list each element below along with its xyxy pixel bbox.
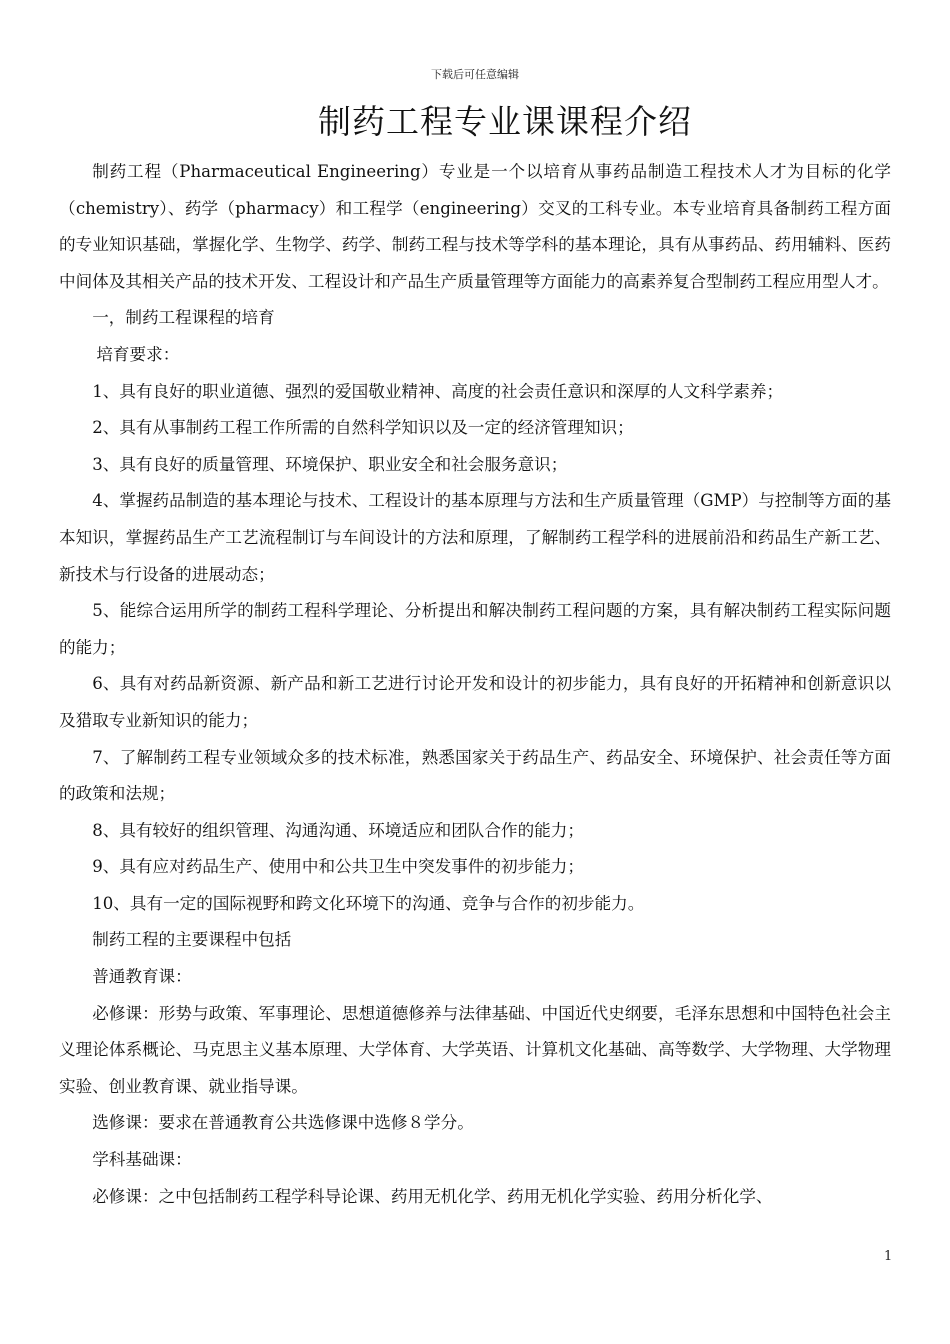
general-education-heading: 普通教育课： (92, 967, 192, 987)
page-title: 制药工程专业课课程介绍 (318, 102, 692, 141)
requirement-item-8: 8、具有较好的组织管理、沟通沟通、环境适应和团队合作的能力； (92, 820, 584, 840)
requirement-item-9: 9、具有应对药品生产、使用中和公共卫生中突发事件的初步能力； (92, 857, 584, 877)
requirement-item-1: 1、具有良好的职业道德、强烈的爱国敬业精神、高度的社会责任意识和深厚的人文科学素养； (92, 381, 784, 401)
page-number: 1 (884, 1249, 893, 1264)
general-required-courses: 必修课：形势与政策、军事理论、思想道德修养与法律基础、中国近代史纲要，毛泽东思想和中国特色社会主义理论体系概论、马克思主义基本原理、大学体育、大学英语、计算机文化基础、高等数学、大学物理、大学物理实验、创业教育课、就业指导课。 (59, 1003, 891, 1096)
header-note: 下载后可任意编辑 (431, 68, 519, 81)
requirement-item-3: 3、具有良好的质量管理、环境保护、职业安全和社会服务意识； (92, 454, 568, 474)
requirement-item-5: 5、能综合运用所学的制药工程科学理论、分析提出和解决制药工程问题的方案，具有解决制药工程实际问题的能力； (59, 601, 891, 657)
requirement-item-10: 10、具有一定的国际视野和跨文化环境下的沟通、竞争与合作的初步能力。 (92, 893, 645, 913)
requirement-item-6: 6、具有对药品新资源、新产品和新工艺进行讨论开发和设计的初步能力，具有良好的开拓精神和创新意识以及猎取专业新知识的能力； (59, 674, 891, 730)
intro-paragraph: 制药工程（Pharmaceutical Engineering）专业是一个以培育从事药品制造工程技术人才为目标的化学（chemistry）、药学（pharmacy）和工程学（engineering）交叉的工科专业。本专业培育具备制药工程方面的专业知识基础，掌握化学、生物学、药学、制药工程与技术等学科的基本理论，具有从事药品、药用辅料、医药中间体及其相关产品的技术开发、工程设计和产品生产质量管理等方面能力的高素养复合型制药工程应用型人才。 (59, 162, 891, 291)
discipline-required-courses: 必修课：之中包括制药工程学科导论课、药用无机化学、药用无机化学实验、药用分析化学、 (92, 1186, 773, 1206)
requirement-item-2: 2、具有从事制药工程工作所需的自然科学知识以及一定的经济管理知识； (92, 418, 634, 438)
discipline-foundation-heading: 学科基础课： (92, 1150, 192, 1170)
requirements-heading: 培育要求： (96, 344, 180, 364)
courses-heading: 制药工程的主要课程中包括 (92, 930, 292, 950)
requirement-item-7: 7、了解制药工程专业领域众多的技术标准，熟悉国家关于药品生产、药品安全、环境保护、社会责任等方面的政策和法规； (59, 747, 891, 804)
document-body (59, 154, 891, 1215)
requirement-item-4: 4、掌握药品制造的基本理论与技术、工程设计的基本原理与方法和生产质量管理（GMP）与控制等方面的基本知识，掌握药品生产工艺流程制订与车间设计的方法和原理，了解制药工程学科的进展前沿和药品生产新工艺、新技术与行设备的进展动态； (59, 491, 891, 584)
general-elective-courses: 选修课：要求在普通教育公共选修课中选修８学分。 (92, 1113, 474, 1133)
section-heading-training: 一，制药工程课程的培育 (92, 308, 275, 328)
